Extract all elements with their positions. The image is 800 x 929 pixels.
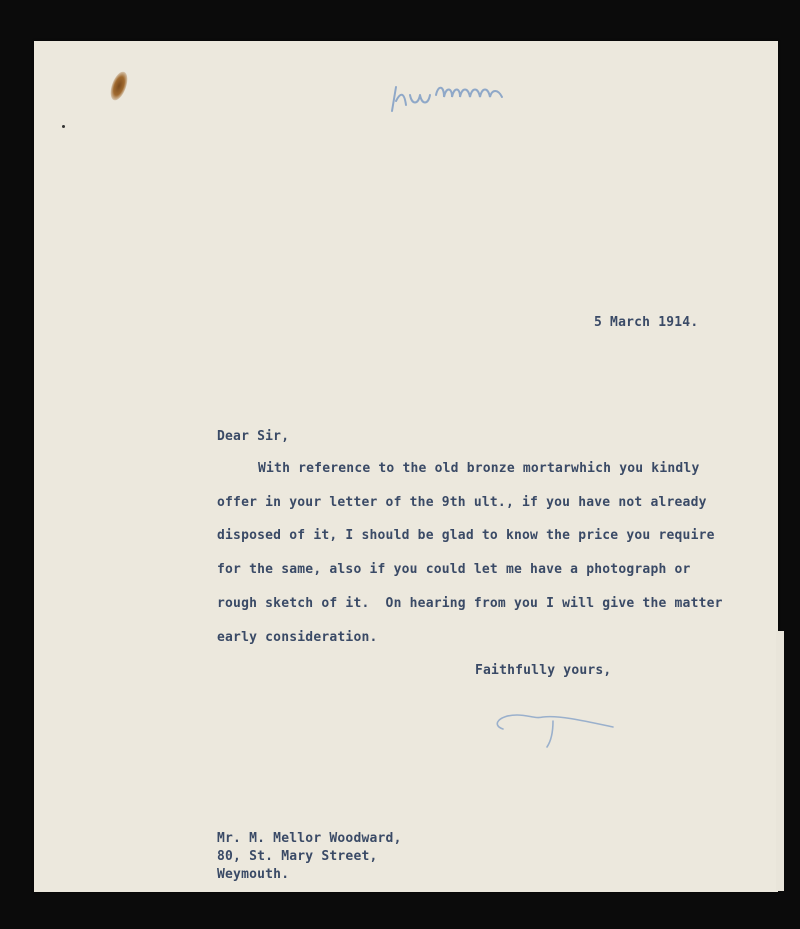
signature-mark [489, 701, 619, 751]
address-line: 80, St. Mary Street, [217, 849, 378, 864]
body-line: early consideration. [217, 630, 378, 645]
salutation: Dear Sir, [217, 429, 290, 444]
address-line: Weymouth. [217, 867, 290, 882]
ink-speck [62, 125, 65, 128]
address-line: Mr. M. Mellor Woodward, [217, 831, 402, 846]
letter-date: 5 March 1914. [594, 315, 699, 330]
body-line: With reference to the old bronze mortarwhich you kindly [258, 461, 700, 476]
letter-page [34, 41, 778, 892]
body-line: rough sketch of it. On hearing from you I will give the matter [217, 596, 723, 611]
body-line: disposed of it, I should be glad to know the price you require [217, 528, 715, 543]
body-line: for the same, also if you could let me have a photograph or [217, 562, 691, 577]
pencil-annotation-hmm [384, 71, 524, 121]
body-line: offer in your letter of the 9th ult., if you have not already [217, 495, 707, 510]
closing: Faithfully yours, [475, 663, 612, 678]
rust-stain [107, 70, 130, 103]
